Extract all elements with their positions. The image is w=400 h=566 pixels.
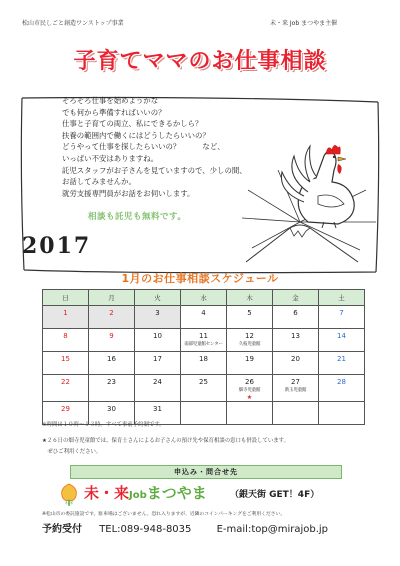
calendar-day-number: 29: [61, 405, 70, 413]
apply-contact-banner: 申込み・問合せ先: [70, 465, 342, 479]
calendar-venue-note: 新玉児童館: [284, 388, 307, 393]
calendar-day-cell: [273, 375, 319, 402]
calendar-day-number: 14: [337, 332, 346, 340]
weekday-wed: 水: [181, 290, 227, 306]
calendar-day-cell: [135, 306, 181, 329]
calendar-day-cell: [181, 329, 227, 352]
calendar-day-number: 30: [107, 405, 116, 413]
calendar-day-number: 9: [109, 332, 114, 340]
calendar-venue-note: 畑寺児童館: [238, 388, 261, 393]
header-organizer-right: 未・来 Job まつやま主催: [270, 20, 338, 27]
calendar-day-cell: [135, 352, 181, 375]
calendar-day-number: 4: [201, 309, 206, 317]
calendar-day-cell: [227, 329, 273, 352]
calendar-day-cell: [43, 306, 89, 329]
contact-line: [42, 520, 372, 535]
calendar-day-number: 23: [107, 378, 116, 386]
calendar-venue-note: 南部児童館センター: [184, 342, 223, 347]
calendar-day-number: 22: [61, 378, 70, 386]
calendar-day-number: 17: [153, 355, 162, 363]
calendar-day-number: 3: [155, 309, 160, 317]
message-line: そろそろ仕事を始めようかな: [62, 96, 159, 105]
weekday-thu: 木: [227, 290, 273, 306]
weekday-mon: 月: [89, 290, 135, 306]
weekday-row: [43, 290, 365, 306]
calendar-day-cell: [319, 402, 365, 425]
calendar-day-number: 1: [63, 309, 68, 317]
brand-name: [84, 482, 207, 503]
star-icon: ★: [246, 394, 253, 401]
calendar-day-cell: [273, 402, 319, 425]
weekday-sat: 土: [319, 290, 365, 306]
calendar-day-cell: [135, 329, 181, 352]
schedule-calendar: [42, 289, 365, 425]
calendar-day-cell: [43, 352, 89, 375]
brand-logo-mark-text: 未来: [64, 501, 74, 506]
rooster-fuji-illustration: [238, 130, 388, 265]
calendar-day-number: 10: [153, 332, 162, 340]
calendar-day-cell: [89, 352, 135, 375]
weekday-tue: 火: [135, 290, 181, 306]
calendar-week-row: [43, 306, 365, 329]
calendar-day-cell: [181, 352, 227, 375]
calendar-day-number: 18: [199, 355, 208, 363]
access-note: ※松山市の委託施設です。駐車場はございません。恐れ入りますが、近隣のコインパーキングをご利用ください。: [42, 512, 286, 517]
calendar-week-row: [43, 352, 365, 375]
calendar-day-number: 6: [293, 309, 298, 317]
calendar-day-cell: [135, 375, 181, 402]
contact-tel-link[interactable]: TEL:089-948-8035: [99, 524, 192, 535]
calendar-day-cell: [227, 375, 273, 402]
calendar-day-number: 8: [63, 332, 68, 340]
calendar-day-number: 31: [153, 405, 162, 413]
calendar-day-cell: [181, 402, 227, 425]
free-consultation-note: 相談も託児も無料です。: [88, 212, 187, 222]
message-line: 仕事と子育ての両立、私にできるかしら？: [62, 119, 203, 129]
note-hours: ※時間は１０時～１３時。すべて事前予約制です。: [42, 422, 165, 428]
calendar-day-cell: [273, 306, 319, 329]
calendar-day-cell: [319, 375, 365, 402]
calendar-day-cell: [227, 306, 273, 329]
calendar-day-number: 25: [199, 378, 208, 386]
location-label: （銀天街 GET！4F）: [230, 490, 320, 500]
calendar-week-row: [43, 375, 365, 402]
message-line: 扶養の範囲内で働くにはどうしたらいいの？: [62, 130, 210, 140]
calendar-day-cell: [227, 402, 273, 425]
note-hatadera: ★２６日の畑寺児童館では、保育士さんによるお子さんの預け先や保育相談の窓口も併設しています。: [42, 438, 289, 444]
note-welcome: ぜひご利用ください。: [42, 449, 102, 455]
calendar-day-number: 27: [291, 378, 300, 386]
brand-name-part-c: まつやま: [146, 484, 207, 502]
contact-label: 予約受付: [42, 524, 82, 535]
calendar-day-cell: [89, 375, 135, 402]
calendar-week-row: [43, 329, 365, 352]
weekday-sun: 日: [43, 290, 89, 306]
calendar-day-number: 13: [291, 332, 300, 340]
calendar-day-cell: [89, 329, 135, 352]
contact-email-link[interactable]: E-mail:top@mirajob.jp: [216, 524, 329, 535]
calendar-day-cell: [319, 306, 365, 329]
message-line: 就労支援専門員がお話をお伺いします。: [62, 188, 195, 198]
calendar-day-cell: [319, 352, 365, 375]
calendar-day-number: 21: [337, 355, 346, 363]
calendar-day-cell: [181, 306, 227, 329]
calendar-day-cell: [181, 375, 227, 402]
calendar-day-number: 15: [61, 355, 70, 363]
calendar-day-number: 24: [153, 378, 162, 386]
calendar-day-cell: [227, 352, 273, 375]
page-title: 子育てママのお仕事相談: [73, 49, 327, 74]
message-line: 託児スタッフがお子さんを見ていますので、少しの間、: [62, 165, 247, 175]
calendar-day-number: 12: [245, 332, 254, 340]
header-organizer-left: 松山市民しごと創造ワンストップ事業: [22, 20, 124, 27]
message-line: いっぱい不安はありますね。: [62, 153, 159, 163]
calendar-day-cell: [319, 329, 365, 352]
calendar-day-cell: [43, 329, 89, 352]
brand-name-part-b: Job: [129, 490, 147, 501]
year-label: 2017: [22, 233, 92, 259]
calendar-day-number: 28: [337, 378, 346, 386]
message-line: お話してみませんか。: [62, 177, 136, 187]
calendar-day-cell: [273, 352, 319, 375]
calendar-day-cell: [89, 306, 135, 329]
calendar-day-cell: [273, 329, 319, 352]
schedule-title: 1月のお仕事相談スケジュール: [121, 272, 279, 285]
calendar-day-number: 11: [199, 332, 208, 340]
calendar-day-number: 7: [339, 309, 344, 317]
calendar-day-number: 2: [109, 309, 114, 317]
calendar-day-number: 5: [247, 309, 252, 317]
calendar-venue-note: 久枝児童館: [238, 342, 261, 347]
weekday-fri: 金: [273, 290, 319, 306]
calendar-day-number: 19: [245, 355, 254, 363]
calendar-day-number: 16: [107, 355, 116, 363]
calendar-day-cell: [43, 375, 89, 402]
message-line: どうやって仕事を探したらいいの？ など、: [62, 142, 225, 152]
message-line: でも何から準備すればいいの？: [62, 107, 166, 117]
brand-name-part-a: 未・来: [84, 484, 130, 502]
calendar-day-number: 26: [245, 378, 254, 386]
calendar-day-number: 20: [291, 355, 300, 363]
